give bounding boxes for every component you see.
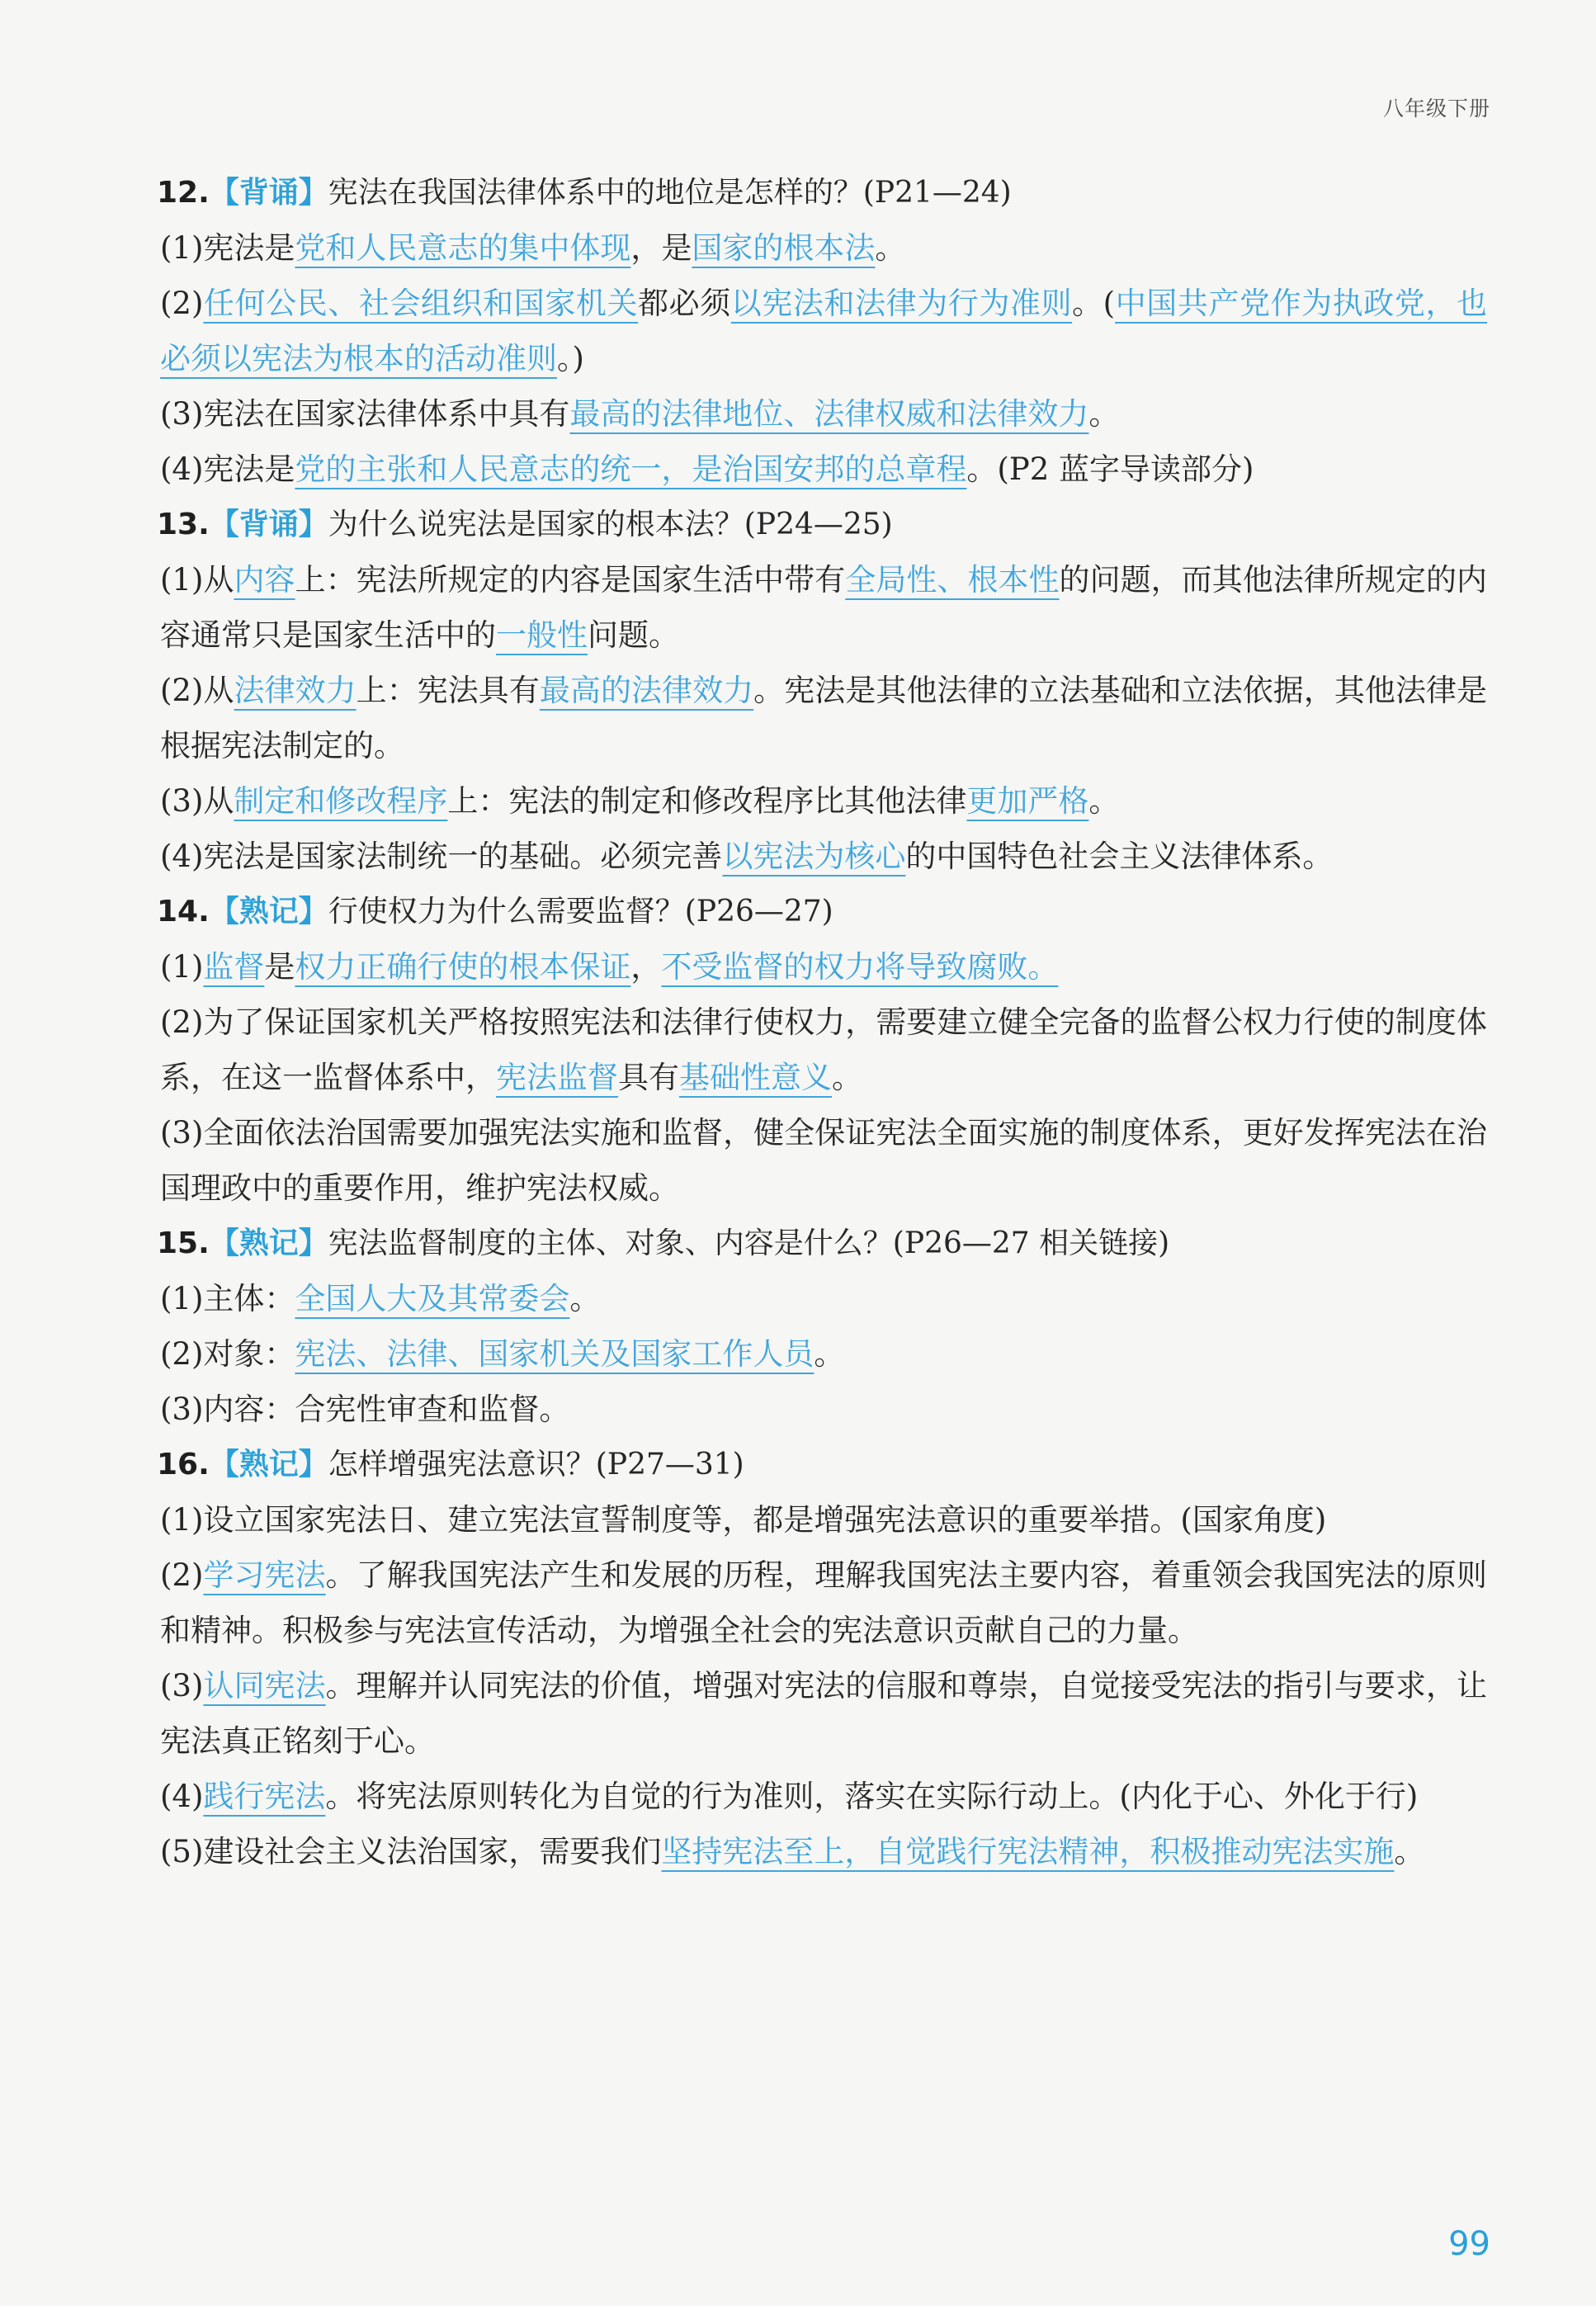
key-point: 制定和修改程序 — [234, 783, 448, 819]
key-point: 宪法监督 — [496, 1060, 618, 1095]
question-text: 行使权力为什么需要监督？(P26—27) — [328, 895, 833, 929]
key-point: 监督 — [203, 949, 265, 985]
grade-label: 八年级下册 — [1382, 97, 1490, 120]
question-16 — [157, 1437, 1487, 1879]
answer-item: (4)宪法是党的主张和人民意志的统一，是治国安邦的总章程。(P2 蓝字导读部分) — [160, 451, 1254, 487]
answer-item: (4)践行宪法。将宪法原则转化为自觉的行为准则，落实在实际行动上。(内化于心、外化于行) — [160, 1779, 1419, 1814]
key-point: 全国人大及其常委会 — [295, 1281, 570, 1316]
answer-item: (3)认同宪法。理解并认同宪法的价值，增强对宪法的信服和尊崇，自觉接受宪法的指引与要求，让宪法真正铭刻于心。 — [160, 1668, 1488, 1759]
answer-item: (2)学习宪法。了解我国宪法产生和发展的历程，理解我国宪法主要内容，着重领会我国宪法的原则和精神。积极参与宪法宣传活动，为增强全社会的宪法意识贡献自己的力量。 — [160, 1557, 1488, 1648]
recite-tag: 【背诵】 — [209, 507, 328, 541]
key-point: 权力正确行使的根本保证 — [295, 949, 631, 985]
question-13 — [157, 497, 1487, 884]
key-point: 宪法、法律、国家机关及国家工作人员 — [295, 1336, 815, 1372]
answer-item: (1)设立国家宪法日、建立宪法宣誓制度等，都是增强宪法意识的重要举措。(国家角度) — [160, 1502, 1327, 1538]
question-text: 宪法监督制度的主体、对象、内容是什么？(P26—27 相关链接) — [328, 1226, 1170, 1260]
question-14 — [157, 884, 1487, 1216]
question-number: 16. — [157, 1448, 210, 1481]
key-point: 基础性意义 — [679, 1060, 832, 1095]
answer-item: (3)从制定和修改程序上：宪法的制定和修改程序比其他法律更加严格。 — [160, 783, 1120, 819]
key-point: 最高的法律地位、法律权威和法律效力 — [569, 396, 1089, 432]
key-point: 更加严格 — [966, 783, 1089, 819]
key-point: 践行宪法 — [203, 1779, 326, 1814]
key-point: 全局性、根本性 — [845, 562, 1060, 598]
question-number: 15. — [157, 1226, 210, 1260]
key-point: 以宪法为核心 — [722, 839, 906, 874]
recite-tag: 【背诵】 — [209, 175, 328, 210]
answer-item: (1)监督是权力正确行使的根本保证，不受监督的权力将导致腐败。 — [160, 949, 1059, 985]
question-title — [157, 1437, 1487, 1492]
key-point: 坚持宪法至上，自觉践行宪法精神，积极推动宪法实施 — [661, 1834, 1395, 1869]
key-point: 党和人民意志的集中体现 — [295, 230, 631, 266]
question-text: 宪法在我国法律体系中的地位是怎样的？(P21—24) — [328, 176, 1012, 210]
question-title — [157, 1216, 1487, 1271]
memorize-tag: 【熟记】 — [209, 1226, 328, 1260]
answer-item: (2)任何公民、社会组织和国家机关都必须以宪法和法律为行为准则。(中国共产党作为执政党，也必须以宪法为根本的活动准则。) — [160, 286, 1488, 376]
question-number: 14. — [157, 895, 210, 929]
answer-item: (1)宪法是党和人民意志的集中体现，是国家的根本法。 — [160, 230, 906, 266]
question-list — [157, 165, 1487, 1879]
answer-item: (2)对象：宪法、法律、国家机关及国家工作人员。 — [160, 1336, 845, 1372]
page-number: 99 — [1448, 2225, 1490, 2263]
question-title — [157, 497, 1487, 552]
key-point: 内容 — [234, 562, 295, 598]
question-15 — [157, 1216, 1487, 1437]
question-title — [157, 165, 1487, 220]
answer-item: (2)从法律效力上：宪法具有最高的法律效力。宪法是其他法律的立法基础和立法依据，其他法律是根据宪法制定的。 — [160, 673, 1488, 763]
question-number: 13. — [157, 508, 210, 541]
key-point: 认同宪法 — [203, 1668, 326, 1704]
memorize-tag: 【熟记】 — [209, 1447, 328, 1481]
question-title — [157, 884, 1487, 939]
question-number: 12. — [157, 176, 210, 210]
answer-item: (4)宪法是国家法制统一的基础。必须完善以宪法为核心的中国特色社会主义法律体系。 — [160, 839, 1334, 874]
key-point: 以宪法和法律为行为准则 — [730, 286, 1073, 321]
key-point: 党的主张和人民意志的统一，是治国安邦的总章程 — [295, 451, 967, 487]
key-point: 国家的根本法 — [692, 230, 876, 266]
key-point: 最高的法律效力 — [539, 673, 754, 708]
question-text: 怎样增强宪法意识？(P27—31) — [328, 1448, 744, 1481]
key-point: 中国共产党作为执政党，也必须以宪法为根本的活动准则 — [160, 286, 1488, 376]
memorize-tag: 【熟记】 — [209, 894, 328, 929]
key-point: 任何公民、社会组织和国家机关 — [203, 286, 639, 321]
answer-item: (1)主体：全国人大及其常委会。 — [160, 1281, 601, 1316]
answer-item: (3)全面依法治国需要加强宪法实施和监督，健全保证宪法全面实施的制度体系，更好发挥宪法在治国理政中的重要作用，维护宪法权威。 — [160, 1115, 1487, 1206]
question-12 — [157, 165, 1487, 497]
answer-item: (1)从内容上：宪法所规定的内容是国家生活中带有全局性、根本性的问题，而其他法律所规定的内容通常只是国家生活中的一般性问题。 — [160, 562, 1488, 653]
question-text: 为什么说宪法是国家的根本法？(P24—25) — [328, 508, 893, 541]
key-point: 不受监督的权力将导致腐败。 — [661, 949, 1059, 985]
answer-item: (5)建设社会主义法治国家，需要我们坚持宪法至上，自觉践行宪法精神，积极推动宪法实施。 — [160, 1834, 1425, 1869]
key-point: 学习宪法 — [203, 1557, 326, 1593]
answer-item: (3)内容：合宪性审查和监督。 — [160, 1392, 570, 1427]
answer-item: (2)为了保证国家机关严格按照宪法和法律行使权力，需要建立健全完备的监督公权力行使的制度体系，在这一监督体系中，宪法监督具有基础性意义。 — [160, 1004, 1487, 1095]
key-point: 法律效力 — [234, 673, 357, 708]
key-point: 一般性 — [496, 617, 588, 653]
answer-item: (3)宪法在国家法律体系中具有最高的法律地位、法律权威和法律效力。 — [160, 396, 1120, 432]
